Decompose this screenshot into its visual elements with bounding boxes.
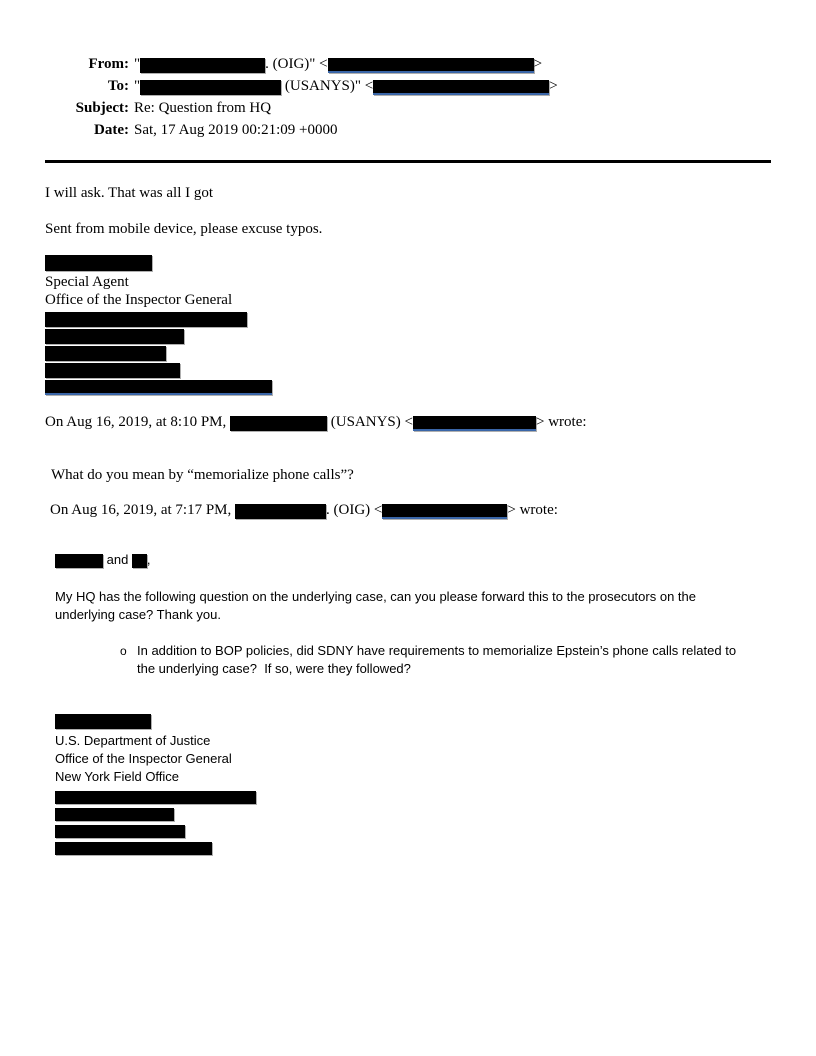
quote2-attribution-post: > wrote: <box>507 502 558 518</box>
from-org-text: . (OIG)" < <box>265 56 328 72</box>
header-row-date <box>45 119 771 141</box>
redacted-quote2-name <box>235 504 326 519</box>
quote1-attribution-pre: On Aug 16, 2019, at 8:10 PM, <box>45 414 231 430</box>
greeting-and-text: and <box>103 552 132 567</box>
greeting-comma: , <box>146 552 151 567</box>
body-line-2: Sent from mobile device, please excuse typos. <box>45 221 323 237</box>
signer-org-line: U.S. Department of Justice <box>55 733 211 748</box>
signer-org-line: New York Field Office <box>55 769 180 784</box>
redacted-quote2-email <box>382 504 507 519</box>
redacted-from-name <box>140 58 265 73</box>
paragraph-line: underlying case? Thank you. <box>55 607 221 622</box>
redacted-signature-line <box>55 825 185 838</box>
redacted-signature-line <box>45 312 247 327</box>
signer-org: Office of the Inspector General <box>45 292 233 308</box>
redacted-signer-name <box>45 255 152 271</box>
quote1-attribution-post: > wrote: <box>535 414 587 430</box>
from-value <box>134 53 542 75</box>
quote1-attribution <box>45 413 771 431</box>
from-quote-open: " <box>134 56 141 72</box>
to-quote-open: " <box>134 78 141 94</box>
subject-value: Re: Question from HQ <box>134 100 272 116</box>
greeting-line <box>55 551 771 569</box>
redacted-signature-line <box>45 363 180 378</box>
to-label: To: <box>107 78 129 94</box>
redacted-quote1-email <box>413 416 536 431</box>
signer-title: Special Agent <box>45 274 129 290</box>
redacted-greeting-name-1 <box>55 554 103 568</box>
signature-block-oig <box>45 255 771 395</box>
bullet-marker-icon: o <box>120 644 127 658</box>
redacted-signature-line <box>45 329 184 344</box>
redacted-to-email <box>373 80 549 95</box>
header-row-to <box>45 75 771 97</box>
quote2-attribution-pre: On Aug 16, 2019, at 7:17 PM, <box>50 502 236 518</box>
redacted-greeting-name-2 <box>132 554 147 568</box>
date-label: Date: <box>94 122 129 138</box>
redacted-signature-line <box>55 791 256 804</box>
to-value <box>134 75 558 97</box>
quote2-attribution <box>50 501 771 519</box>
from-angle-close: > <box>533 56 543 72</box>
subject-label: Subject: <box>75 100 129 116</box>
from-label: From: <box>88 56 129 72</box>
header-row-from <box>45 53 771 75</box>
email-header <box>45 53 771 141</box>
bullet-item <box>55 642 771 678</box>
quoted-message-body <box>55 551 771 855</box>
signature-block-doj <box>55 714 771 855</box>
quote1-attribution-mid: (USANYS) < <box>327 414 413 430</box>
quote1-question: What do you mean by “memorialize phone calls”? <box>51 467 354 483</box>
quote2-attribution-mid: . (OIG) < <box>326 502 383 518</box>
bullet-text <box>137 642 771 678</box>
redacted-signature-line <box>45 346 166 361</box>
header-divider <box>45 160 771 163</box>
bullet-line: In addition to BOP policies, did SDNY have requirements to memorialize Epstein’s phone calls related to <box>137 643 737 658</box>
redacted-signer-name <box>55 714 151 729</box>
body-line-1: I will ask. That was all I got <box>45 185 214 201</box>
redacted-to-name <box>140 80 281 95</box>
redacted-quote1-name <box>230 416 327 431</box>
header-row-subject <box>45 97 771 119</box>
redacted-from-email <box>328 58 534 73</box>
redacted-signature-email <box>45 380 272 395</box>
redacted-signature-line <box>55 808 174 821</box>
hq-question-paragraph <box>55 588 771 624</box>
to-org-text: (USANYS)" < <box>281 78 374 94</box>
bullet-line: the underlying case? If so, were they followed? <box>137 661 411 676</box>
signer-org-line: Office of the Inspector General <box>55 751 232 766</box>
to-angle-close: > <box>549 78 558 94</box>
date-value: Sat, 17 Aug 2019 00:21:09 +0000 <box>134 122 338 138</box>
paragraph-line: My HQ has the following question on the underlying case, can you please forward this to the prosecutors on the <box>55 589 696 604</box>
redacted-signature-line <box>55 842 212 855</box>
